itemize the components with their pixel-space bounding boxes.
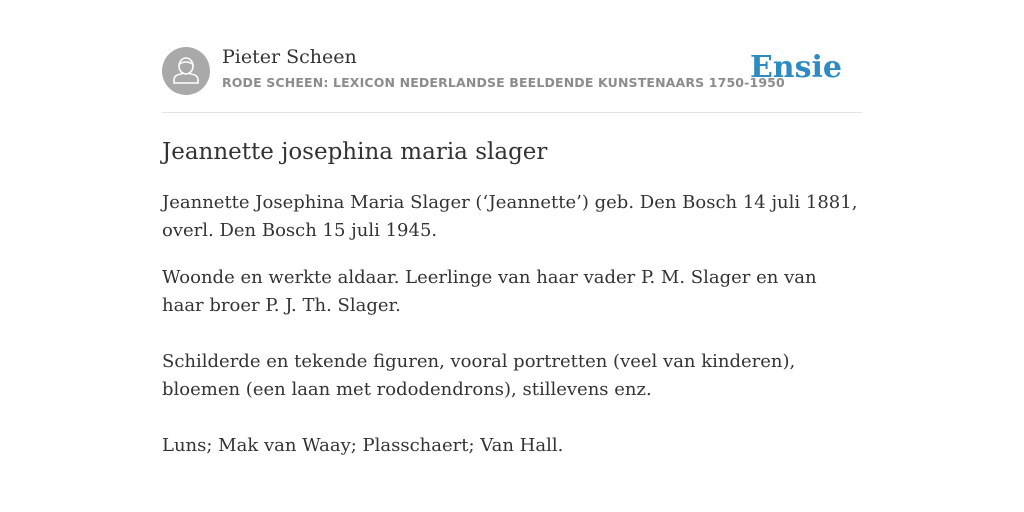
entry-header — [162, 40, 862, 113]
entry-paragraph: Woonde en werkte aldaar. Leerlinge van haar vader P. M. Slager en van haar broer P. J. Th. Slager. — [162, 267, 817, 316]
ensie-logo[interactable]: Ensie — [749, 50, 842, 85]
entry-paragraph: Schilderde en tekende figuren, vooral portretten (veel van kinderen), bloemen (een laan met rododendrons), stillevens enz. — [162, 351, 796, 400]
entry-paragraph: Jeannette Josephina Maria Slager (‘Jeannette’) geb. Den Bosch 14 juli 1881, overl. Den Bosch 15 juli 1945. — [162, 192, 858, 241]
source-title[interactable]: RODE SCHEEN: LEXICON NEDERLANDSE BEELDENDE KUNSTENAARS 1750-1950 — [222, 75, 785, 90]
entry-title: Jeannette josephina maria slager — [162, 139, 548, 165]
author-avatar[interactable] — [162, 47, 210, 95]
author-name[interactable]: Pieter Scheen — [222, 46, 357, 68]
user-icon — [162, 47, 210, 95]
entry-references: Luns; Mak van Waay; Plasschaert; Van Hall. — [162, 435, 564, 456]
entry-card — [162, 40, 862, 460]
